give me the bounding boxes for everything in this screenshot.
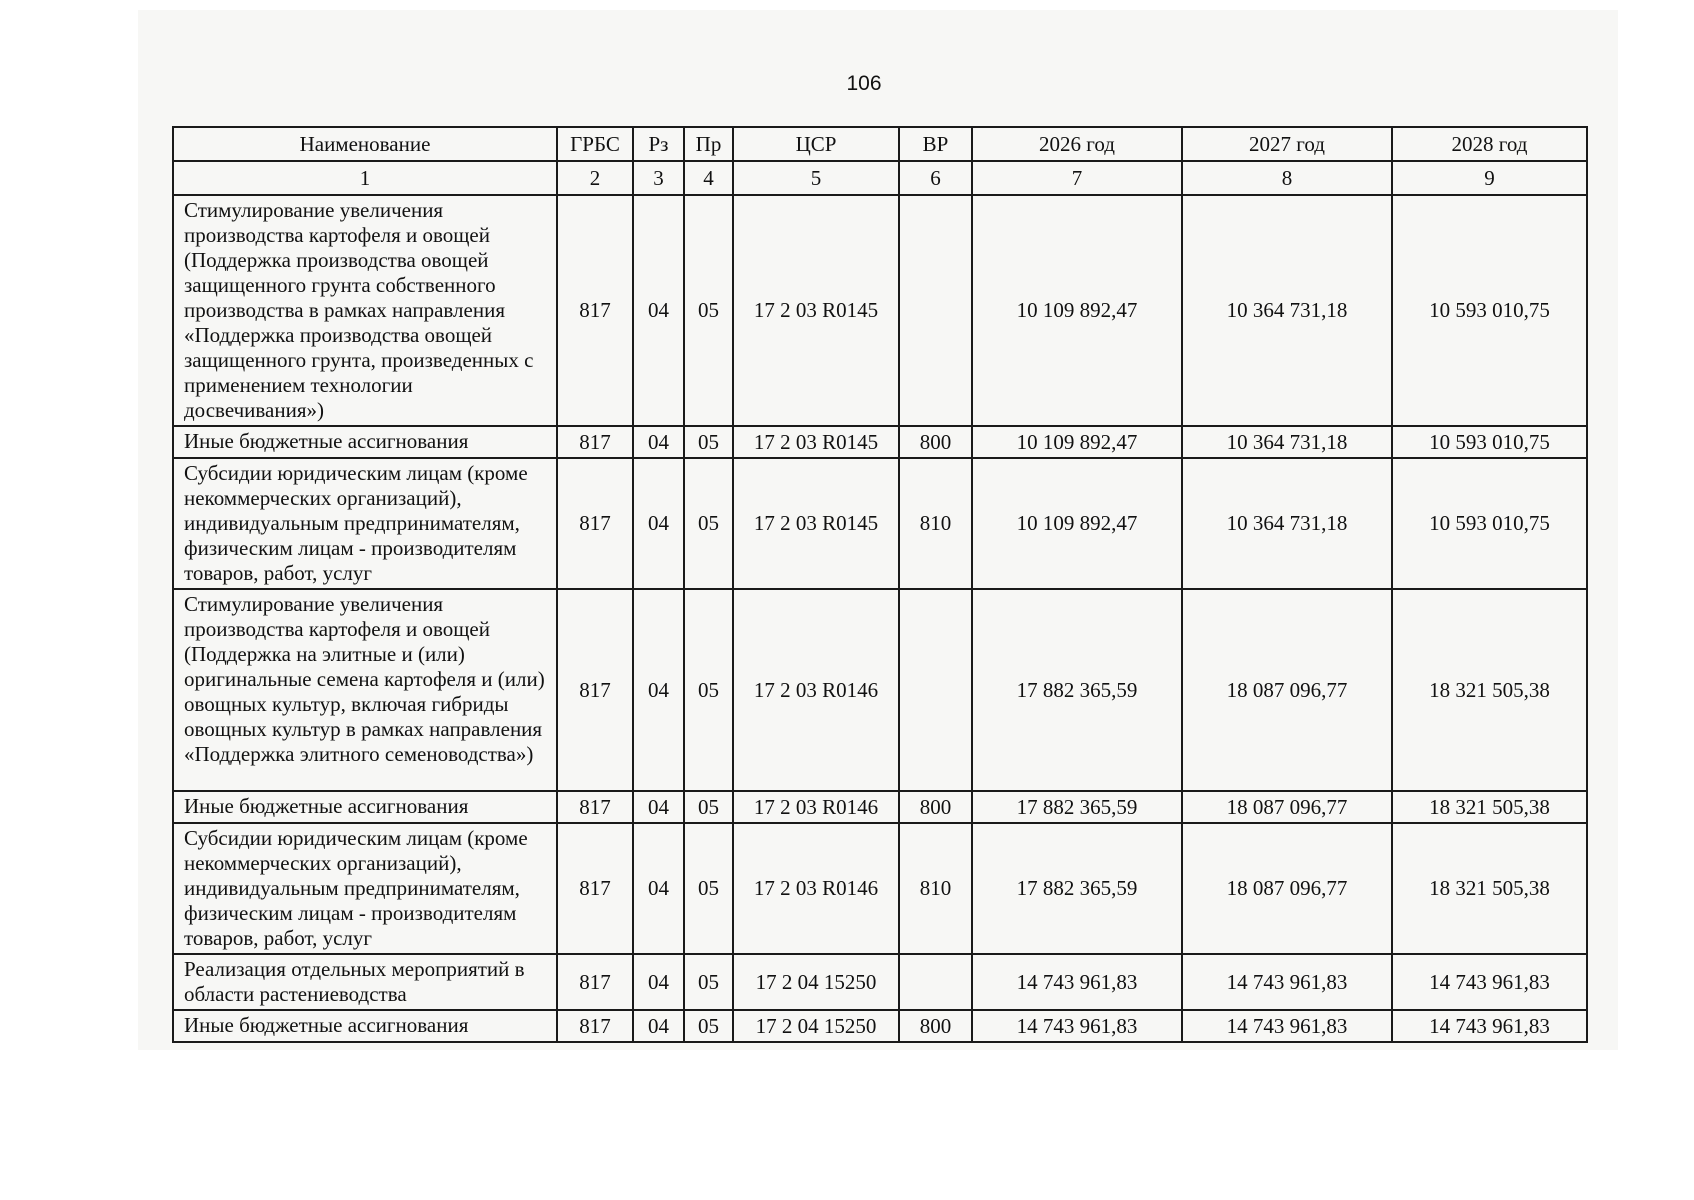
- table-row: [173, 195, 1587, 426]
- row-2026: 17 882 365,59: [972, 791, 1182, 823]
- row-pr: 05: [684, 458, 733, 589]
- row-name: Иные бюджетные ассигнования: [173, 1010, 557, 1042]
- row-2026: 14 743 961,83: [972, 1010, 1182, 1042]
- row-pr: 05: [684, 589, 733, 791]
- page-number: 106: [846, 72, 882, 95]
- row-vr: 810: [899, 823, 972, 954]
- row-pr: 05: [684, 1010, 733, 1042]
- row-2026: 10 109 892,47: [972, 426, 1182, 458]
- column-number: 9: [1392, 161, 1587, 195]
- column-number: 6: [899, 161, 972, 195]
- row-2028: 14 743 961,83: [1392, 1010, 1587, 1042]
- row-vr: [899, 195, 972, 426]
- row-2027: 14 743 961,83: [1182, 1010, 1392, 1042]
- row-grbs: 817: [557, 791, 633, 823]
- table-row: [173, 589, 1587, 791]
- header-row: [173, 127, 1587, 161]
- row-grbs: 817: [557, 458, 633, 589]
- row-rz: 04: [633, 195, 684, 426]
- row-2026: 17 882 365,59: [972, 589, 1182, 791]
- row-pr: 05: [684, 791, 733, 823]
- row-rz: 04: [633, 791, 684, 823]
- row-2027: 18 087 096,77: [1182, 823, 1392, 954]
- row-grbs: 817: [557, 195, 633, 426]
- table-row: [173, 458, 1587, 589]
- row-vr: [899, 589, 972, 791]
- column-number: 3: [633, 161, 684, 195]
- row-csr: 17 2 03 R0146: [733, 791, 899, 823]
- column-number: 8: [1182, 161, 1392, 195]
- row-grbs: 817: [557, 1010, 633, 1042]
- header-grbs: ГРБС: [557, 127, 633, 161]
- budget-table: [172, 126, 1588, 1043]
- table-row: [173, 426, 1587, 458]
- table-row: [173, 1010, 1587, 1042]
- row-csr: 17 2 03 R0145: [733, 458, 899, 589]
- header-pr: Пр: [684, 127, 733, 161]
- row-2028: 18 321 505,38: [1392, 589, 1587, 791]
- row-2027: 18 087 096,77: [1182, 791, 1392, 823]
- row-2027: 14 743 961,83: [1182, 954, 1392, 1010]
- row-rz: 04: [633, 1010, 684, 1042]
- row-2026: 14 743 961,83: [972, 954, 1182, 1010]
- row-csr: 17 2 03 R0145: [733, 426, 899, 458]
- row-name: Субсидии юридическим лицам (кроме некоммерческих организаций), индивидуальным предпринимателям, физическим лицам - производителям товаров, работ, услуг: [173, 823, 557, 954]
- header-name: Наименование: [173, 127, 557, 161]
- row-vr: 800: [899, 791, 972, 823]
- row-name: Реализация отдельных мероприятий в области растениеводства: [173, 954, 557, 1010]
- column-number: 7: [972, 161, 1182, 195]
- row-name: Иные бюджетные ассигнования: [173, 426, 557, 458]
- column-number: 2: [557, 161, 633, 195]
- row-pr: 05: [684, 954, 733, 1010]
- row-2028: 18 321 505,38: [1392, 791, 1587, 823]
- header-2028: 2028 год: [1392, 127, 1587, 161]
- column-number: 1: [173, 161, 557, 195]
- row-pr: 05: [684, 823, 733, 954]
- row-2026: 10 109 892,47: [972, 458, 1182, 589]
- row-vr: 800: [899, 1010, 972, 1042]
- header-2026: 2026 год: [972, 127, 1182, 161]
- row-name: Стимулирование увеличения производства картофеля и овощей (Поддержка производства овощей защищенного грунта собственного производства в рамках направления «Поддержка производства овощей защищенного грунта, произведенных с применением технологии досвечивания»): [173, 195, 557, 426]
- row-rz: 04: [633, 589, 684, 791]
- header-csr: ЦСР: [733, 127, 899, 161]
- row-grbs: 817: [557, 823, 633, 954]
- row-vr: 810: [899, 458, 972, 589]
- column-number: 5: [733, 161, 899, 195]
- row-rz: 04: [633, 954, 684, 1010]
- row-name: Иные бюджетные ассигнования: [173, 791, 557, 823]
- row-2028: 10 593 010,75: [1392, 426, 1587, 458]
- header-vr: ВР: [899, 127, 972, 161]
- row-grbs: 817: [557, 426, 633, 458]
- row-2026: 10 109 892,47: [972, 195, 1182, 426]
- row-name: Стимулирование увеличения производства картофеля и овощей (Поддержка на элитные и (или) оригинальные семена картофеля и (или) овощных культур, включая гибриды овощных культур в рамках направления «Поддержка элитного семеноводства»): [173, 589, 557, 791]
- row-2027: 10 364 731,18: [1182, 458, 1392, 589]
- row-pr: 05: [684, 426, 733, 458]
- row-2028: 10 593 010,75: [1392, 195, 1587, 426]
- row-csr: 17 2 04 15250: [733, 954, 899, 1010]
- header-2027: 2027 год: [1182, 127, 1392, 161]
- row-name: Субсидии юридическим лицам (кроме некоммерческих организаций), индивидуальным предпринимателям, физическим лицам - производителям товаров, работ, услуг: [173, 458, 557, 589]
- row-2027: 10 364 731,18: [1182, 195, 1392, 426]
- row-2028: 10 593 010,75: [1392, 458, 1587, 589]
- row-csr: 17 2 03 R0146: [733, 823, 899, 954]
- row-2026: 17 882 365,59: [972, 823, 1182, 954]
- row-2028: 18 321 505,38: [1392, 823, 1587, 954]
- row-grbs: 817: [557, 589, 633, 791]
- row-vr: 800: [899, 426, 972, 458]
- row-csr: 17 2 03 R0146: [733, 589, 899, 791]
- row-rz: 04: [633, 458, 684, 589]
- row-pr: 05: [684, 195, 733, 426]
- row-2027: 10 364 731,18: [1182, 426, 1392, 458]
- row-rz: 04: [633, 426, 684, 458]
- row-2028: 14 743 961,83: [1392, 954, 1587, 1010]
- table-row: [173, 823, 1587, 954]
- table-row: [173, 791, 1587, 823]
- header-rz: Рз: [633, 127, 684, 161]
- row-rz: 04: [633, 823, 684, 954]
- row-vr: [899, 954, 972, 1010]
- table-row: [173, 954, 1587, 1010]
- column-number-row: [173, 161, 1587, 195]
- row-csr: 17 2 04 15250: [733, 1010, 899, 1042]
- column-number: 4: [684, 161, 733, 195]
- row-2027: 18 087 096,77: [1182, 589, 1392, 791]
- row-grbs: 817: [557, 954, 633, 1010]
- row-csr: 17 2 03 R0145: [733, 195, 899, 426]
